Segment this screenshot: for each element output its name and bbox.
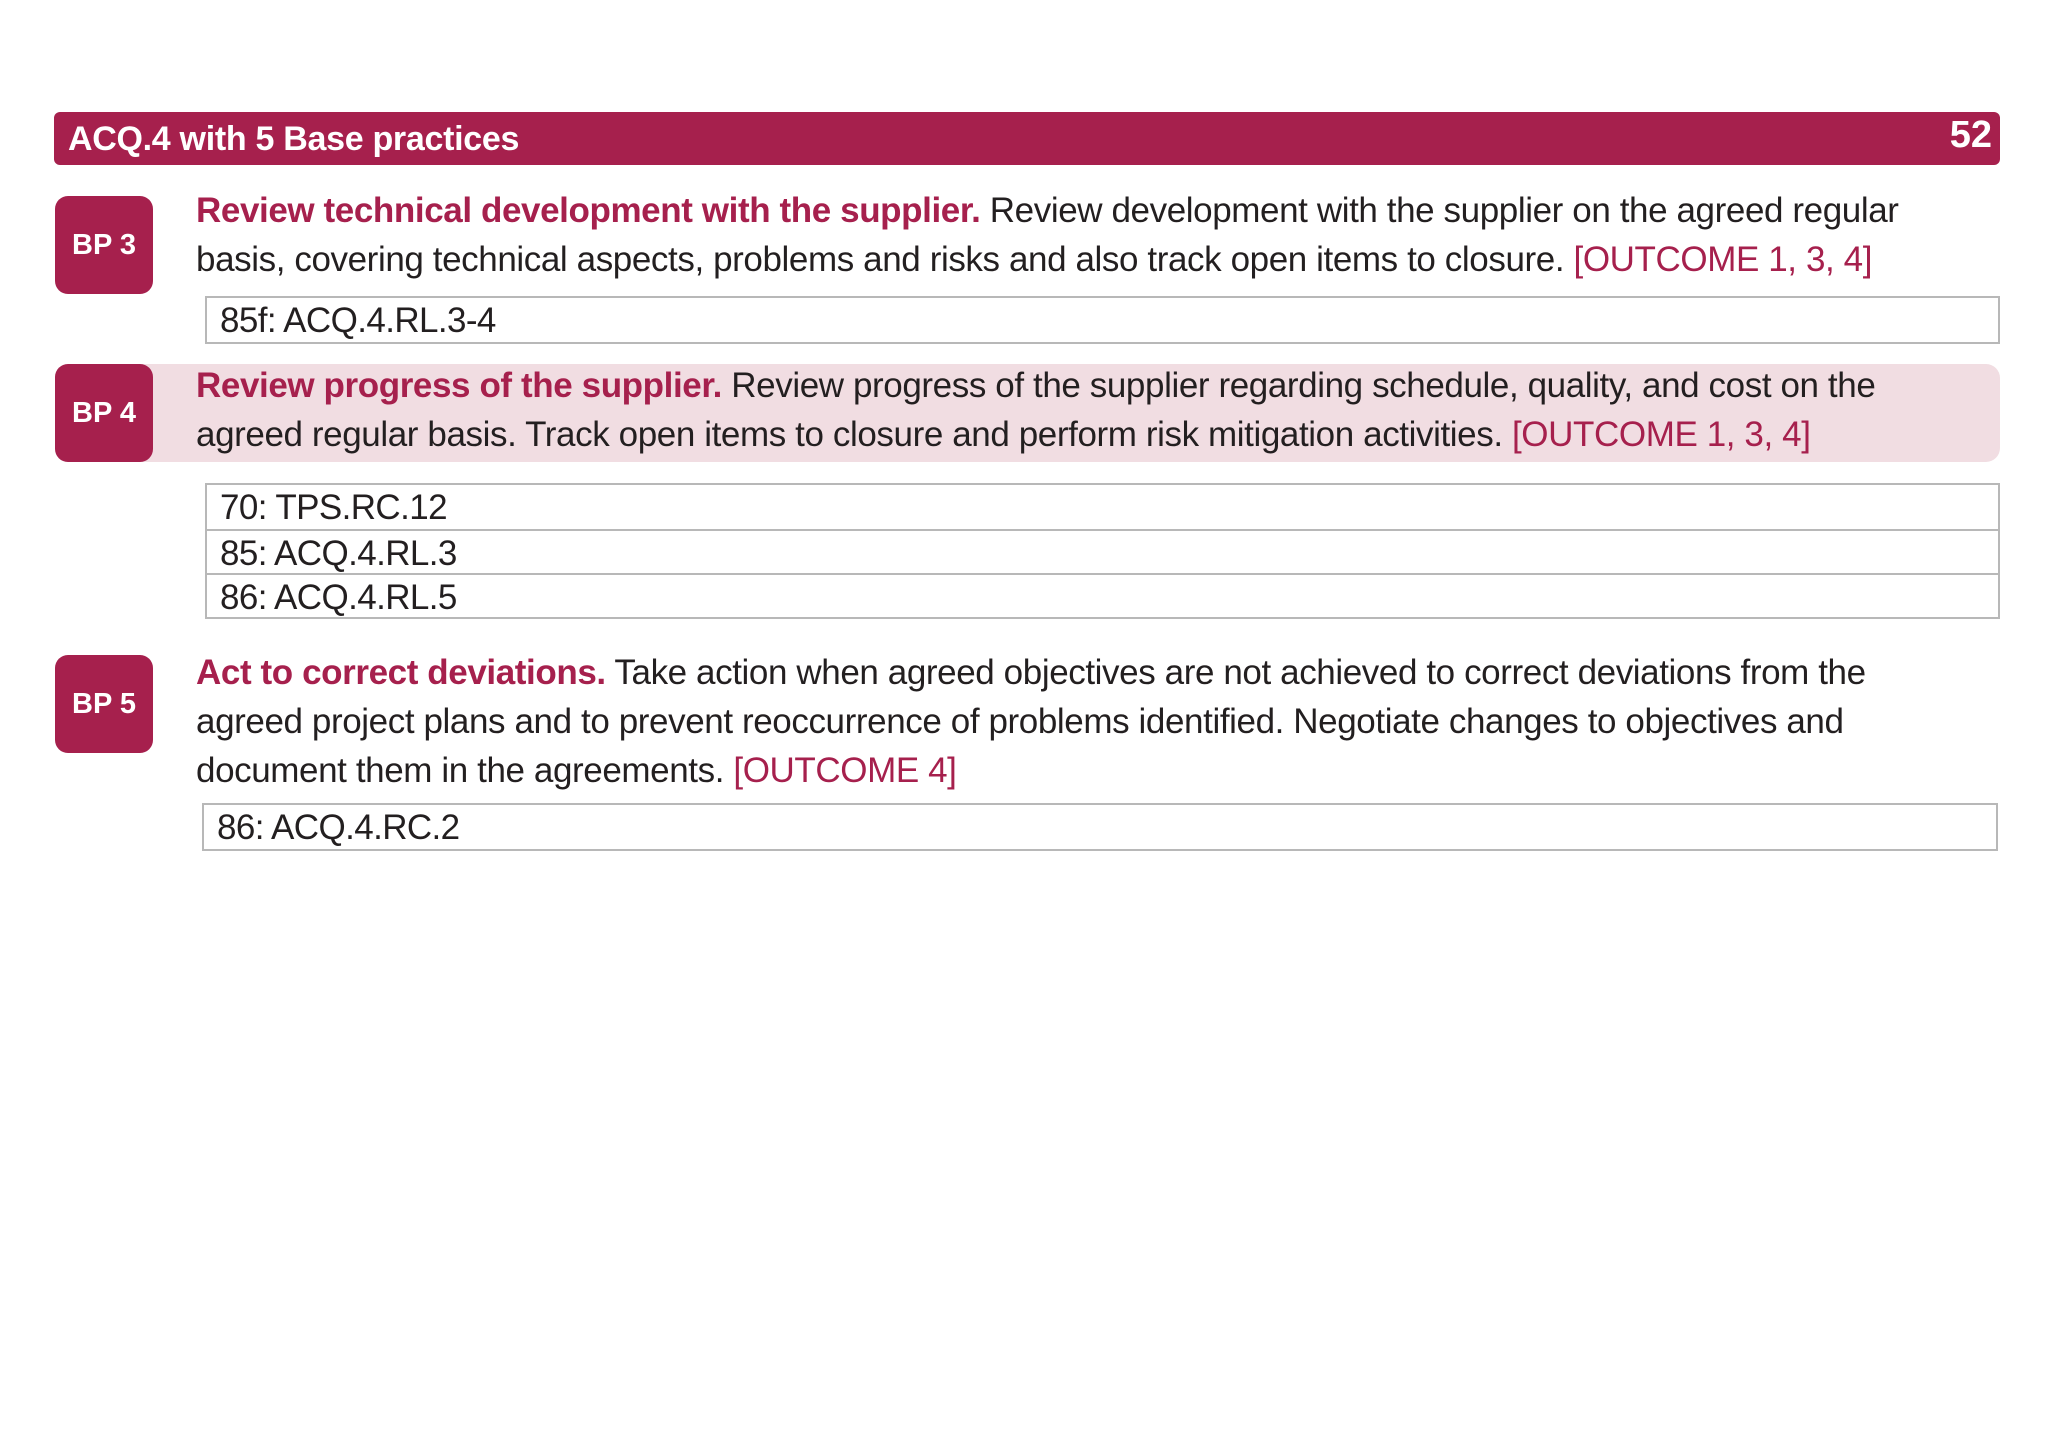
section-header-bar	[54, 112, 2000, 165]
bp4-body: Review progress of the supplier regarding schedule, quality, and cost on the agreed regular basis. Track open items to closure and perform risk mitigation activities.	[196, 366, 1876, 454]
section-title: ACQ.4 with 5 Base practices	[68, 120, 520, 158]
reference-row: 86: ACQ.4.RL.5	[207, 573, 1998, 617]
bp4-badge: BP 4	[55, 364, 153, 462]
reference-row: 86: ACQ.4.RC.2	[217, 808, 460, 847]
bp3-badge: BP 3	[55, 196, 153, 294]
bp3-body: Review development with the supplier on the agreed regular basis, covering technical aspects, problems and risks and also track open items to closure.	[196, 191, 1899, 279]
reference-row: 85: ACQ.4.RL.3	[207, 529, 1998, 573]
bp3-reference-table	[205, 296, 2000, 344]
bp5-badge: BP 5	[55, 655, 153, 753]
reference-row: 85f: ACQ.4.RL.3-4	[220, 301, 496, 340]
bp5-lead: Act to correct deviations.	[196, 653, 606, 692]
bp4-lead: Review progress of the supplier.	[196, 366, 722, 405]
bp4-outcome: [OUTCOME 1, 3, 4]	[1511, 415, 1811, 454]
bp3-lead: Review technical development with the supplier.	[196, 191, 981, 230]
bp5-body: Take action when agreed objectives are not achieved to correct deviations from the agreed project plans and to prevent reoccurrence of problems identified. Negotiate changes to objectives and document them in the agreements.	[196, 653, 1866, 790]
bp3-description	[196, 186, 1956, 284]
page-number: 52	[1949, 114, 1992, 156]
bp4-description	[196, 361, 1956, 459]
bp5-description	[196, 648, 1956, 795]
reference-row: 70: TPS.RC.12	[220, 488, 447, 527]
bp3-outcome: [OUTCOME 1, 3, 4]	[1573, 240, 1873, 279]
bp5-reference-table	[202, 803, 1998, 851]
bp4-reference-table	[205, 483, 2000, 619]
bp5-outcome: [OUTCOME 4]	[733, 751, 957, 790]
